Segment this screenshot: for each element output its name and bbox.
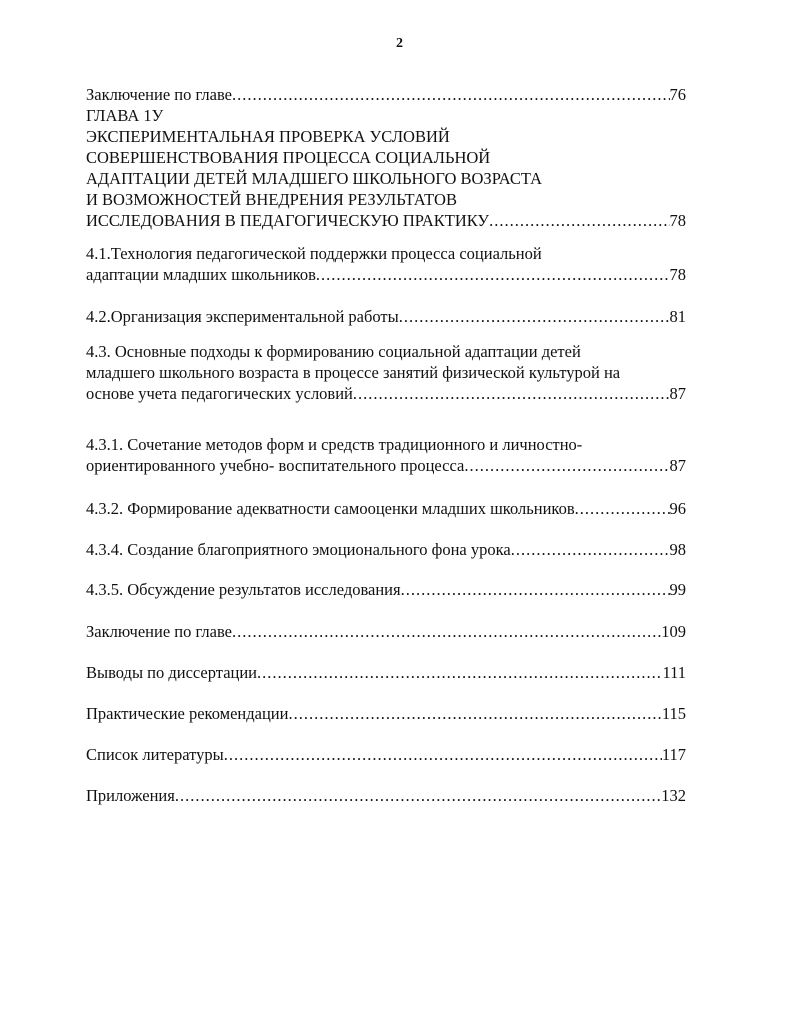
toc-entry-line: 4.3. Основные подходы к формированию социальной адаптации детей — [86, 342, 581, 361]
toc-entry-text: 4.3.5. Обсуждение результатов исследования — [86, 580, 401, 599]
toc-page-number: 109 — [661, 622, 686, 641]
toc-page-number: 117 — [661, 745, 686, 764]
chapter-heading-line: И ВОЗМОЖНОСТЕЙ ВНЕДРЕНИЯ РЕЗУЛЬТАТОВ — [86, 190, 457, 209]
toc-entry-4-3 — [86, 383, 686, 404]
toc-entry-chapter4 — [86, 210, 686, 231]
toc-entry-line: 4.1.Технология педагогической поддержки процесса социальной — [86, 244, 542, 263]
toc-leader-dots — [511, 539, 670, 560]
toc-entry-ch3-conclusion — [86, 84, 686, 105]
toc-page-number: 115 — [661, 704, 686, 723]
toc-entry-recommendations — [86, 703, 686, 724]
chapter-heading-line: АДАПТАЦИИ ДЕТЕЙ МЛАДШЕГО ШКОЛЬНОГО ВОЗРАСТА — [86, 169, 543, 188]
toc-leader-dots — [316, 264, 670, 285]
toc-leader-dots — [224, 744, 662, 765]
toc-entry-text: адаптации младших школьников — [86, 265, 316, 284]
toc-page-number: 98 — [669, 540, 686, 559]
toc-entry-4-2 — [86, 306, 686, 327]
toc-leader-dots — [232, 84, 670, 105]
toc-page-number: 78 — [669, 265, 686, 284]
toc-entry-text: 4.3.2. Формирование адекватности самооценки младших школьников — [86, 499, 575, 518]
toc-entry-text: Приложения — [86, 786, 175, 805]
toc-page-number: 96 — [669, 499, 686, 518]
toc-page-number: 78 — [669, 211, 686, 230]
toc-entry-text: Список литературы — [86, 745, 224, 764]
toc-entry-4-3-2 — [86, 498, 686, 519]
page-number: 2 — [396, 36, 403, 51]
toc-entry-ch4-conclusion — [86, 621, 686, 642]
toc-page-number: 87 — [669, 456, 686, 475]
toc-page-number: 132 — [661, 786, 686, 805]
toc-entry-text: Практические рекомендации — [86, 704, 289, 723]
toc-entry-text: 4.3.4. Создание благоприятного эмоционального фона урока — [86, 540, 511, 559]
toc-entry-text: ориентированного учебно- воспитательного процесса — [86, 456, 465, 475]
toc-leader-dots — [257, 662, 662, 683]
toc-leader-dots — [353, 383, 670, 404]
toc-entry-conclusions — [86, 662, 686, 683]
toc-entry-appendices — [86, 785, 686, 806]
toc-entry-text: ИССЛЕДОВАНИЯ В ПЕДАГОГИЧЕСКУЮ ПРАКТИКУ — [86, 211, 490, 230]
toc-leader-dots — [575, 498, 670, 519]
toc-entry-text: Заключение по главе — [86, 622, 232, 641]
toc-entry-text: 4.2.Организация экспериментальной работы — [86, 307, 399, 326]
toc-leader-dots — [175, 785, 661, 806]
toc-entry-line: 4.3.1. Сочетание методов форм и средств традиционного и личностно- — [86, 435, 583, 454]
chapter-heading-line: ЭКСПЕРИМЕНТАЛЬНАЯ ПРОВЕРКА УСЛОВИЙ — [86, 127, 450, 146]
toc-entry-4-3-1 — [86, 455, 686, 476]
toc-leader-dots — [232, 621, 661, 642]
toc-entry-4-1 — [86, 264, 686, 285]
toc-page-number: 87 — [669, 384, 686, 403]
chapter-heading-line: СОВЕРШЕНСТВОВАНИЯ ПРОЦЕССА СОЦИАЛЬНОЙ — [86, 148, 491, 167]
toc-page-number: 76 — [669, 85, 686, 104]
toc-page-number: 99 — [669, 580, 686, 599]
toc-leader-dots — [464, 455, 669, 476]
toc-page-number: 111 — [662, 663, 686, 682]
chapter-heading-line: ГЛАВА 1У — [86, 106, 164, 125]
toc-entry-text: Заключение по главе — [86, 85, 232, 104]
toc-entry-4-3-4 — [86, 539, 686, 560]
toc-leader-dots — [288, 703, 661, 724]
toc-leader-dots — [489, 210, 669, 231]
toc-entry-text: основе учета педагогических условий — [86, 384, 353, 403]
toc-entry-text: Выводы по диссертации — [86, 663, 258, 682]
toc-leader-dots — [401, 579, 670, 600]
toc-entry-references — [86, 744, 686, 765]
toc-leader-dots — [399, 306, 670, 327]
toc-entry-4-3-5 — [86, 579, 686, 600]
toc-entry-line: младшего школьного возраста в процессе занятий физической культурой на — [86, 363, 621, 382]
toc-page-number: 81 — [669, 307, 686, 326]
